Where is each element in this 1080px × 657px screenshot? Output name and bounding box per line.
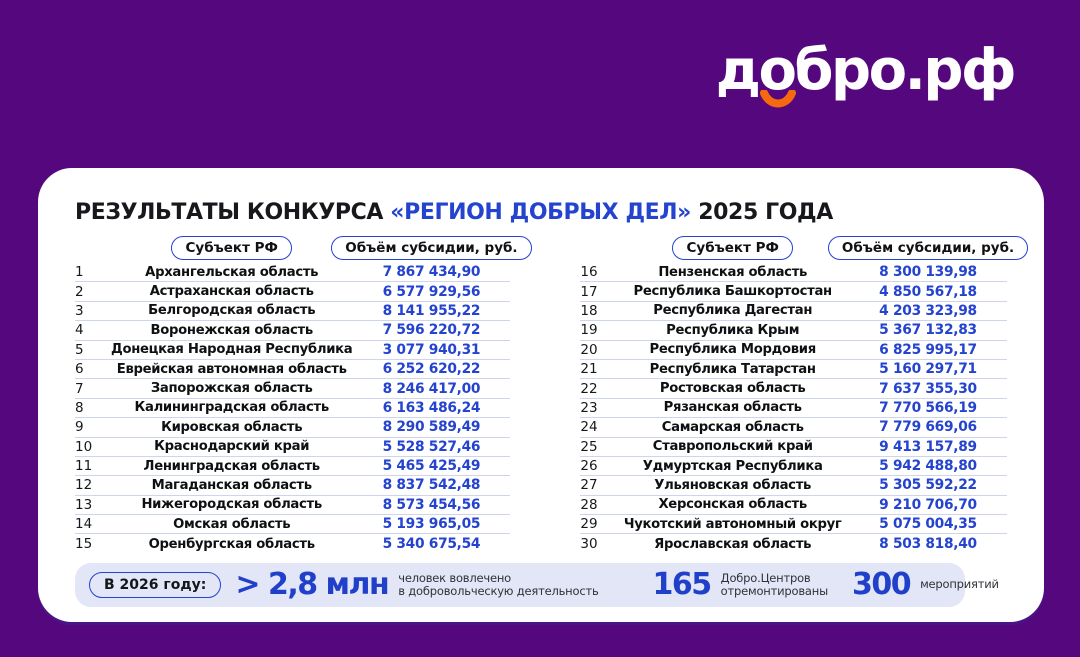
stat-volunteers (235, 567, 598, 602)
subsidy-value: 8 837 542,48 (382, 477, 481, 494)
row-number: 17 (580, 283, 598, 300)
smile-icon (760, 90, 796, 110)
table-row (75, 534, 510, 553)
region-name: Магаданская область (151, 477, 312, 493)
table-row (75, 438, 510, 457)
region-name: Нижегородская область (141, 497, 322, 513)
region-name: Ставропольский край (652, 439, 813, 455)
row-number: 27 (580, 477, 598, 494)
subsidy-value: 5 465 425,49 (382, 458, 481, 475)
subsidy-value: 5 367 132,83 (879, 322, 977, 339)
row-number: 21 (580, 361, 598, 378)
table-row (580, 476, 1007, 495)
subsidy-header-pill: Объём субсидии, руб. (331, 236, 531, 260)
table-row (75, 496, 510, 515)
row-number: 15 (75, 536, 93, 553)
subsidy-value: 9 210 706,70 (879, 496, 977, 513)
stat-value: > 2,8 млн (235, 567, 389, 603)
stat-value: 165 (652, 567, 711, 603)
logo-text: добро.рф (715, 38, 1014, 103)
region-name: Ростовская область (659, 381, 806, 397)
table-row (75, 476, 510, 495)
stat-value: 300 (851, 567, 911, 603)
row-number: 4 (75, 322, 84, 339)
table-row (580, 457, 1007, 476)
row-number: 3 (75, 302, 84, 319)
subject-header-pill: Субъект РФ (672, 236, 792, 260)
region-name: Краснодарский край (154, 439, 310, 455)
subsidy-value: 8 573 454,56 (382, 496, 481, 513)
table-row (580, 282, 1007, 301)
row-number: 2 (75, 283, 84, 300)
row-number: 28 (580, 496, 598, 513)
table-row (580, 302, 1007, 321)
table-row (75, 379, 510, 398)
subsidy-value: 8 290 589,49 (382, 419, 481, 436)
table-row (75, 360, 510, 379)
page-title (75, 200, 1007, 225)
row-number: 8 (75, 399, 84, 416)
subsidy-header-pill: Объём субсидии, руб. (828, 236, 1028, 260)
table-row (75, 457, 510, 476)
stat-label: человек вовлечено в добровольческую деятельность (398, 570, 599, 598)
row-number: 16 (580, 264, 598, 281)
table-row (580, 379, 1007, 398)
row-number: 26 (580, 458, 598, 475)
region-name: Пензенская область (658, 264, 808, 280)
subsidy-value: 6 163 486,24 (382, 399, 481, 416)
region-name: Херсонская область (658, 497, 807, 513)
region-name: Донецкая Народная Республика (111, 342, 353, 358)
table-row (75, 321, 510, 340)
row-number: 5 (75, 341, 84, 358)
subsidy-value: 8 141 955,22 (382, 302, 481, 319)
subsidy-value: 7 637 355,30 (879, 380, 977, 397)
region-name: Астраханская область (149, 284, 314, 300)
region-name: Оренбургская область (148, 536, 315, 552)
subsidy-value: 6 825 995,17 (879, 341, 977, 358)
table-row (75, 263, 510, 282)
results-card (38, 168, 1044, 622)
right-table-body (580, 263, 1007, 554)
subsidy-value: 3 077 940,31 (382, 341, 481, 358)
region-name: Республика Мордовия (649, 342, 816, 358)
table-row (580, 418, 1007, 437)
row-number: 11 (75, 458, 93, 475)
region-name: Республика Башкортостан (633, 284, 832, 300)
right-table-header (580, 235, 1015, 261)
left-table-header (75, 235, 518, 261)
region-name: Рязанская область (663, 400, 802, 416)
region-name: Архангельская область (145, 264, 319, 280)
region-name: Еврейская автономная область (116, 361, 347, 377)
row-number: 10 (75, 438, 93, 455)
subsidy-value: 7 779 669,06 (879, 419, 977, 436)
region-name: Запорожская область (150, 381, 313, 397)
row-number: 7 (75, 380, 84, 397)
region-name: Удмуртская Республика (642, 458, 823, 474)
subsidy-value: 5 305 592,22 (879, 477, 977, 494)
row-number: 1 (75, 264, 84, 281)
table-row (580, 515, 1007, 534)
table-row (580, 399, 1007, 418)
table-row (75, 302, 510, 321)
table-row (580, 360, 1007, 379)
region-name: Калининградская область (134, 400, 329, 416)
row-number: 6 (75, 361, 84, 378)
table-row (75, 341, 510, 360)
left-table-body (75, 263, 510, 554)
subsidy-value: 6 577 929,56 (382, 283, 481, 300)
subsidy-value: 7 596 220,72 (382, 322, 481, 339)
region-name: Республика Татарстан (649, 361, 816, 377)
table-row (75, 399, 510, 418)
subsidy-value: 8 300 139,98 (879, 264, 977, 281)
subsidy-value: 8 246 417,00 (382, 380, 481, 397)
row-number: 25 (580, 438, 598, 455)
subsidy-value: 7 867 434,90 (382, 264, 481, 281)
stat-label: Добро.Центров отремонтированы (720, 570, 828, 598)
table-row (580, 496, 1007, 515)
region-name: Белгородская область (148, 303, 316, 319)
subsidy-value: 6 252 620,22 (382, 361, 481, 378)
row-number: 20 (580, 341, 598, 358)
row-number: 22 (580, 380, 598, 397)
region-name: Чукотский автономный округ (623, 516, 842, 532)
stat-events (852, 567, 999, 602)
row-number: 9 (75, 419, 84, 436)
stat-centers (653, 567, 828, 602)
subsidy-value: 5 528 527,46 (382, 438, 481, 455)
year-pill: В 2026 году: (89, 572, 221, 598)
subsidy-value: 5 160 297,71 (879, 361, 977, 378)
subsidy-value: 5 942 488,80 (879, 458, 977, 475)
region-name: Самарская область (661, 419, 804, 435)
title-highlight: «РЕГИОН ДОБРЫХ ДЕЛ» (390, 200, 691, 225)
region-name: Ленинградская область (143, 458, 320, 474)
subsidy-value: 9 413 157,89 (879, 438, 977, 455)
left-table (75, 235, 518, 554)
subsidy-value: 4 203 323,98 (879, 302, 977, 319)
stats-bar (75, 563, 999, 607)
subsidy-value: 5 340 675,54 (382, 536, 481, 553)
subsidy-value: 8 503 818,40 (879, 536, 977, 553)
table-row (75, 282, 510, 301)
right-table (580, 235, 1015, 554)
row-number: 12 (75, 477, 93, 494)
row-number: 30 (580, 536, 598, 553)
row-number: 13 (75, 496, 93, 513)
table-row (580, 263, 1007, 282)
region-name: Омская область (173, 516, 291, 532)
region-name: Воронежская область (150, 322, 313, 338)
row-number: 23 (580, 399, 598, 416)
region-name: Республика Дагестан (653, 303, 813, 319)
subject-header-pill: Субъект РФ (171, 236, 291, 260)
region-name: Кировская область (161, 419, 303, 435)
region-name: Республика Крым (666, 322, 800, 338)
table-row (580, 534, 1007, 553)
table-row (580, 341, 1007, 360)
table-row (75, 418, 510, 437)
row-number: 29 (580, 516, 598, 533)
subsidy-value: 5 075 004,35 (879, 516, 977, 533)
results-tables (75, 235, 1015, 554)
row-number: 19 (580, 322, 598, 339)
subsidy-value: 5 193 965,05 (382, 516, 481, 533)
stat-label: мероприятий (920, 577, 999, 592)
row-number: 14 (75, 516, 93, 533)
title-prefix: РЕЗУЛЬТАТЫ КОНКУРСА (75, 200, 391, 225)
region-name: Ульяновская область (654, 477, 812, 493)
dobro-rf-logo (716, 40, 1014, 102)
subsidy-value: 7 770 566,19 (879, 399, 977, 416)
table-row (75, 515, 510, 534)
row-number: 18 (580, 302, 598, 319)
table-row (580, 438, 1007, 457)
region-name: Ярославская область (654, 536, 812, 552)
table-row (580, 321, 1007, 340)
row-number: 24 (580, 419, 598, 436)
title-suffix: 2025 ГОДА (690, 200, 833, 225)
subsidy-value: 4 850 567,18 (879, 283, 977, 300)
